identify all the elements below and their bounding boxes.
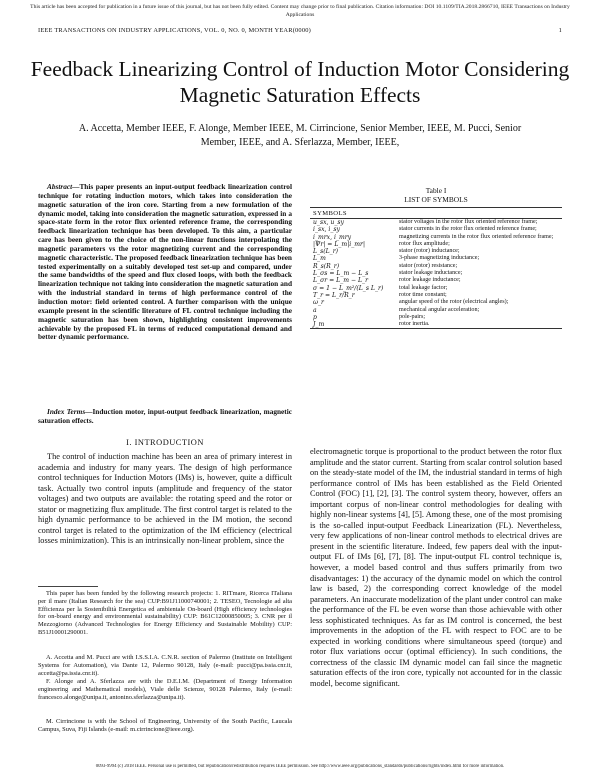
symbols-table bbox=[310, 207, 562, 329]
running-head bbox=[38, 27, 562, 34]
description-cell: 3-phase magnetizing inductance; bbox=[399, 255, 480, 262]
author-list: A. Accetta, Member IEEE, F. Alonge, Member IEEE, M. Cirrincione, Senior Member, IEEE, M. Pucci, Senior Member, IEEE, and A. Sferlazza, Member, IEEE, bbox=[78, 123, 522, 148]
table-row bbox=[310, 263, 562, 270]
description-cell: stator voltages in the rotor flux oriented reference frame; bbox=[399, 219, 538, 225]
table-header: SYMBOLS bbox=[310, 208, 562, 219]
footnote-affiliation-3: M. Cirrincione is with the School of Engineering, University of the South Pacific, Laucala Campus, Suva, Fiji Islands (e-mail: m.cirrincione@ieee.org). bbox=[38, 718, 292, 733]
copyright-footer: 0093-9994 (c) 2018 IEEE. Personal use is permitted, but republication/redistribution requires IEEE permission. See http://www.ieee.org/publications_standards/publications/rights/index.html for more information. bbox=[95, 764, 505, 769]
index-terms bbox=[38, 408, 292, 426]
table-row bbox=[310, 226, 562, 233]
abstract-label: Abstract bbox=[47, 182, 73, 191]
description-cell: rotor leakage inductance; bbox=[399, 277, 461, 284]
symbol-cell: i_mrx, i_mry bbox=[313, 233, 352, 241]
footnote-rule bbox=[38, 586, 98, 587]
table-row bbox=[310, 285, 562, 292]
symbol-cell: T_r = L_r/R_r bbox=[313, 291, 355, 299]
description-cell: total leakage factor; bbox=[399, 284, 448, 291]
description-cell: stator currents in the rotor flux oriented reference frame; bbox=[399, 226, 537, 233]
running-head-text: IEEE TRANSACTIONS ON INDUSTRY APPLICATIONS, VOL. 0, NO. 0, MONTH YEAR(0000) bbox=[38, 27, 311, 34]
description-cell: rotor inertia. bbox=[399, 321, 430, 328]
intro-paragraph: The control of induction machine has been an area of primary interest in academia and industry for many years. The design of high performance control techniques for Induction Motors (IMs) is, however, quite a difficult task. Actually two control inputs (amplitude and frequency of the stator voltages) and two outputs are available: the rotating speed and the rotor or stator or magnetizing flux amplitude. The first control target is related to the high dynamic performance to be achieved in the IM motion, the second control target is related to the optimization of the IM efficiency (electrical losses minimization). This is an intrinsically non-linear problem, since the bbox=[38, 452, 292, 546]
body-paragraph: electromagnetic torque is proportional to the product between the rotor flux amplitude and the stator current. Starting from scalar control solution based on the steady-state model of the IM, the industrial standard in terms of high performance control of IMs has been established as the Field Oriented Control (FOC) [1], [2], [3]. The control system theory, however, offers an important corpus of non-linear control methodologies for dealing with highly non-linear systems [4], [5]. Among these, one of the most promising is the so-called input-output Feedback Linearization (FL). Nevertheless, very few applications of non-linear control methods to electrical drives are present in the scientific literature. Indeed, few papers deal with the input-output FL of IMs [6], [7], [8]. The input-output FL control technique is, however, a model based control and thus suffers primarily from two disadvantages: 1) the accuracy of the dynamic model on which the control law is based, 2) the corresponding correct knowledge of the model parameters. An inaccurate modelization of the plant under control can make the performance of the FL be even worse than those achievable with other less sophisticated techniques. As far as IM control is concerned, the best improvements in the adoption of the FL with respect to FOC are to be expected in working conditions where simultaneous speed (torque) and rotor flux variations occur (optimal efficiency). In such conditions, the correctness of the classic IM dynamic model can fail since the magnetic saturation effects of the iron core, typically not accounted for in the classic model, become significant. bbox=[310, 447, 562, 689]
page-number: 1 bbox=[558, 27, 562, 34]
index-terms-label: Index Terms bbox=[47, 407, 86, 416]
symbol-cell: J_m bbox=[313, 321, 325, 329]
symbol-cell: a bbox=[313, 306, 317, 314]
paper-title: Feedback Linearizing Control of Induction Motor Considering Magnetic Saturation Effects bbox=[30, 57, 570, 107]
abstract bbox=[38, 183, 292, 342]
symbol-cell: u_sx, u_sy bbox=[313, 219, 344, 226]
symbol-cell: L_σs = L_m − L_s bbox=[313, 270, 369, 278]
section-heading: I. INTRODUCTION bbox=[126, 438, 204, 447]
symbol-cell: L_m bbox=[313, 255, 326, 263]
symbol-cell: R_s(R_r) bbox=[313, 262, 340, 270]
symbol-cell: σ = 1 − L_m²/(L_s L_r) bbox=[313, 284, 384, 292]
description-cell: magnetizing currents in the rotor flux oriented reference frame; bbox=[399, 233, 554, 240]
symbol-cell: p bbox=[313, 313, 317, 321]
footnote-affiliation-2: F. Alonge and A. Sferlazza are with the D.E.I.M. (Department of Energy Information engineering and Mathematical models), Viale delle Scienze, 90128 Palermo, Italy (e-mail: francesco.alonge@unipa.it, antonino.sferlazza@unipa.it). bbox=[38, 678, 292, 701]
description-cell: pole-pairs; bbox=[399, 313, 426, 320]
description-cell: stator leakage inductance; bbox=[399, 270, 463, 277]
table-caption bbox=[310, 186, 562, 204]
symbol-cell: i_sx, i_sy bbox=[313, 226, 340, 234]
abstract-text: —This paper presents an input-output feedback linearization control technique for rotating induction motors, which takes into consideration the magnetic saturation of the iron core. Starting from a new formulation of the dynamic model, taking into consideration the magnetic saturation, expressed in a space-state form in the rotor flux oriented reference frame, the corresponding feedback linearization technique has been developed. To this aim, a particular care has been given to the choice of the non-linear functions interpolating the magnetic parameters vs the rotor magnetizing current and the corresponding magnetic characteristic. The proposed feedback linearization technique has been tested experimentally on a suitably developed test set-up and compared, under the same bandwidths of the speed and flux closed loops, with both the feedback linearization technique not taking into consideration the magnetic saturation and with the industrial standard in terms of high performance control of the induction motor: field oriented control. A further comparison with the unique example present in the scientific literature of FL control technique including the magnetic saturation has been shown, highlighting consistent improvements achievable by the proposed FL in terms of reduced computational demand and better dynamic performance. bbox=[38, 182, 292, 342]
table-row bbox=[310, 307, 562, 314]
footnote-affiliation-1: A. Accetta and M. Pucci are with I.S.S.I.A. C.N.R. section of Palermo (Institute on Intelligent Systems for Automation), via Dante 12, Palermo 90128, Italy (e-mail: pucci@pa.issia.cnr.it, accetta@pa.issia.cnr.it). bbox=[38, 654, 292, 677]
description-cell: mechanical angular acceleration; bbox=[399, 306, 480, 313]
description-cell: stator (rotor) resistance; bbox=[399, 262, 458, 269]
table-body bbox=[310, 219, 562, 328]
description-cell: rotor flux amplitude; bbox=[399, 240, 450, 247]
table-number: Table I bbox=[425, 186, 447, 195]
description-cell: rotor time constant; bbox=[399, 291, 447, 298]
table-title: LIST OF SYMBOLS bbox=[404, 195, 468, 204]
table-row bbox=[310, 314, 562, 321]
table-row bbox=[310, 270, 562, 277]
description-cell: angular speed of the rotor (electrical angles); bbox=[399, 299, 509, 306]
journal-banner: This article has been accepted for publication in a future issue of this journal, but has not been fully edited. Content may change prior to final publication. Citation information: DOI 10.1109/TIA.2018.2866710, IEEE Transactions on Industry Applications bbox=[30, 4, 570, 18]
symbol-cell: ω_r bbox=[313, 299, 324, 307]
index-terms-text: —Induction motor, input-output feedback linearization, magnetic saturation effects. bbox=[38, 407, 292, 425]
table-row bbox=[310, 255, 562, 262]
table-row bbox=[310, 234, 562, 241]
symbol-cell: |Ψr| = L_m|i_mr| bbox=[313, 240, 366, 248]
table-row bbox=[310, 299, 562, 306]
table-row bbox=[310, 277, 562, 284]
footnote-funding: This paper has been funded by the following research projects: 1. RITmare, Ricerca ITaliana per il mare (Italian Research for the sea) CUP:B91J11000740001; 2. TESEO, Tecnologie ad alta Efficienza per la Sostenibilità Energetica ed ambientale On-board (High efficiency technologies for on-board energy and environmental sustainability) CUP: B61C12000850005; 3. CNR per il Mezzogiorno (Advanced Technologies for Energy Efficiency and Sustainable Mobility) CUP: B51J10001290001. bbox=[38, 590, 292, 636]
table-row bbox=[310, 248, 562, 255]
table-row bbox=[310, 321, 562, 328]
description-cell: stator (rotor) inductance; bbox=[399, 248, 460, 255]
symbol-cell: L_s(L_r) bbox=[313, 248, 338, 256]
symbol-cell: L_σr = L_m − L_r bbox=[313, 277, 369, 285]
